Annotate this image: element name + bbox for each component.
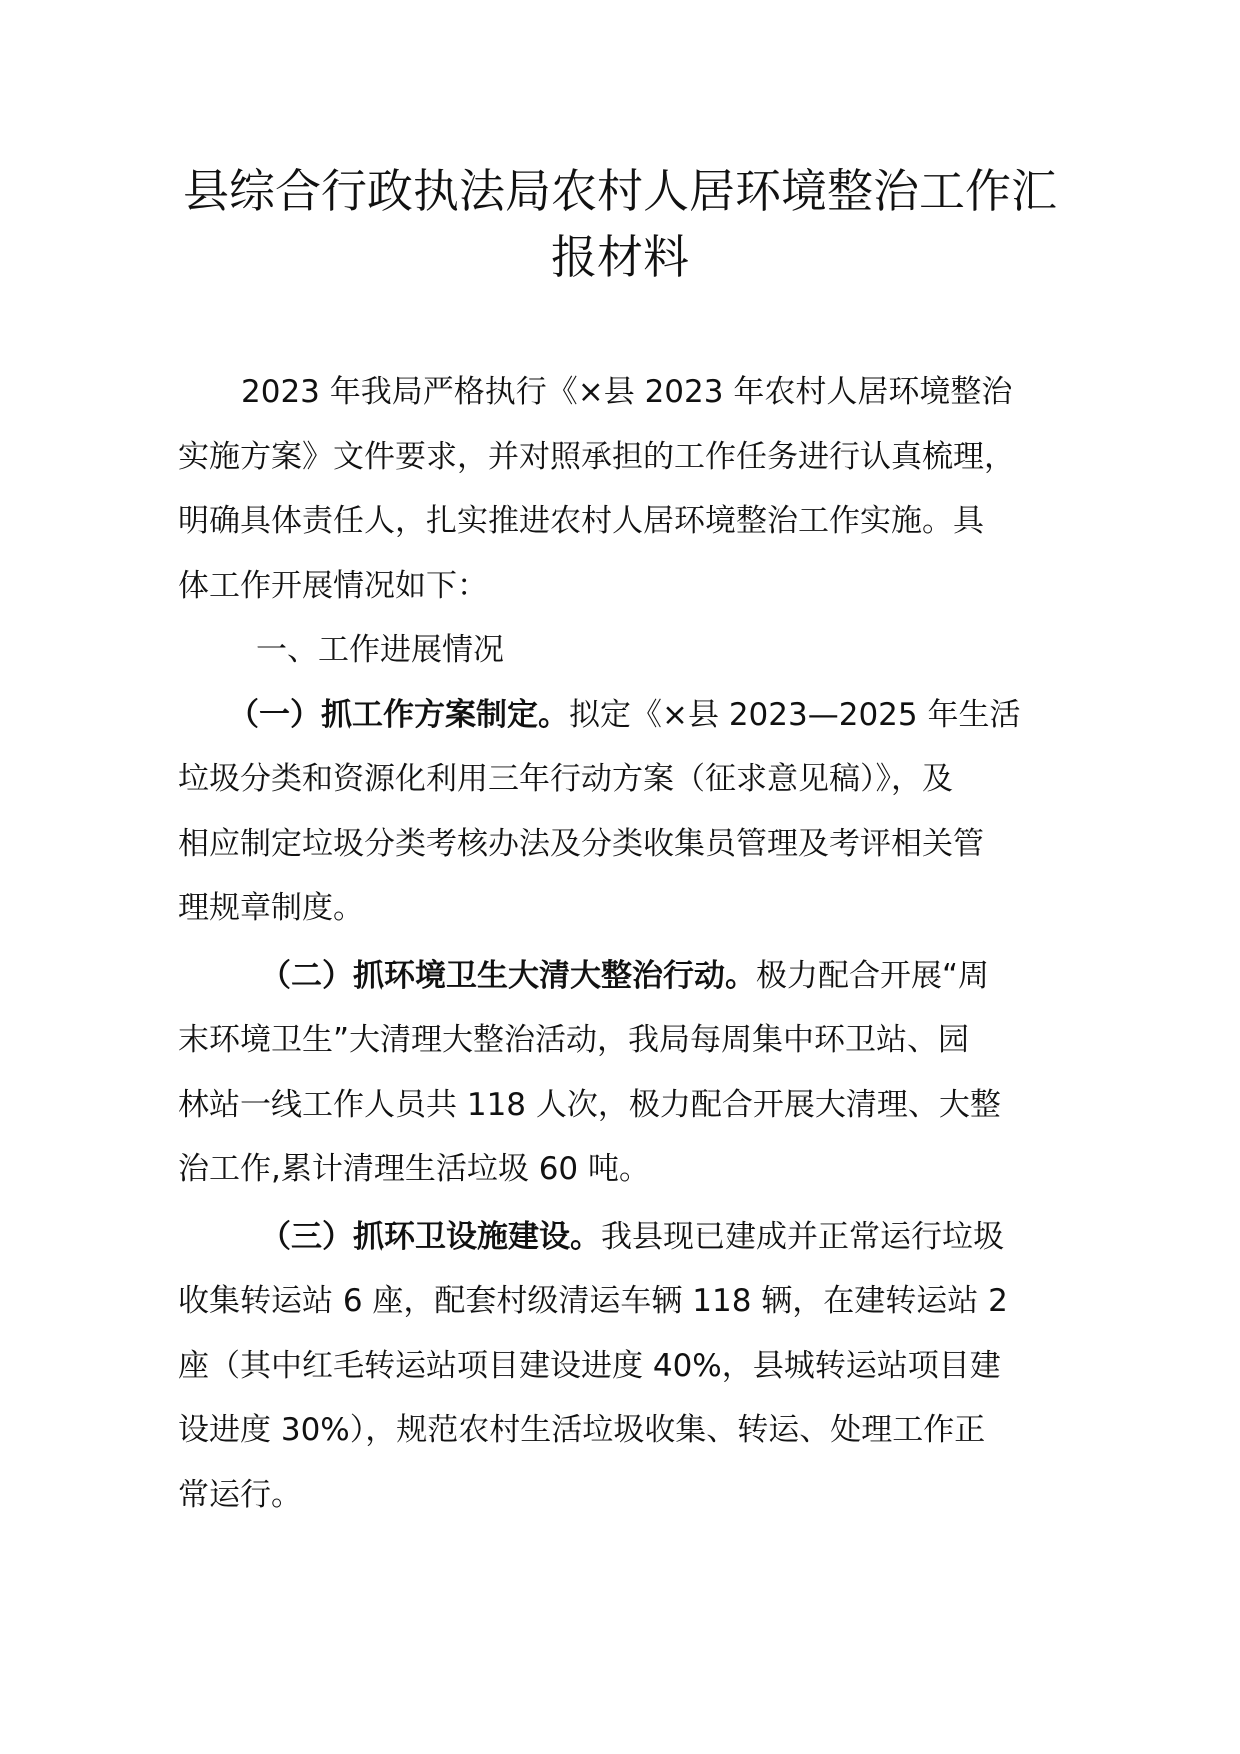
item-1-text-1: 拟定《×县 2023—2025 年生活 (569, 696, 1021, 733)
document-body (178, 360, 1078, 1527)
item-3-line-3: 座（其中红毛转运站项目建设进度 40%，县城转运站项目建 (178, 1347, 1001, 1384)
item-1-line-3: 相应制定垃圾分类考核办法及分类收集员管理及考评相关管 (178, 825, 984, 862)
intro-paragraph (178, 360, 1078, 618)
item-2-text-1: 极力配合开展“周 (756, 957, 990, 994)
intro-line-4: 体工作开展情况如下： (178, 567, 488, 604)
item-1-paragraph (178, 683, 1078, 941)
item-1-line-4: 理规章制度。 (178, 890, 364, 926)
item-3-line-5: 常运行。 (178, 1476, 302, 1513)
item-3-line-1 (178, 1205, 1078, 1270)
item-2-heading: （二）抓环境卫生大清大整治行动。 (260, 957, 756, 994)
item-1-heading: （一）抓工作方案制定。 (228, 696, 569, 733)
section-1-heading-paragraph (178, 618, 1078, 683)
item-1-line-1 (178, 683, 1078, 748)
item-3-line-2: 收集转运站 6 座，配套村级清运车辆 118 辆，在建转运站 2 (178, 1283, 1008, 1319)
item-2-line-2: 末环境卫生”大清理大整治活动，我局每周集中环卫站、园 (178, 1022, 970, 1058)
intro-line-3: 明确具体责任人，扎实推进农村人居环境整治工作实施。具 (178, 503, 984, 539)
title-line-2: 报材料 (551, 230, 689, 284)
item-2-line-4: 治工作,累计清理生活垃圾 60 吨。 (178, 1151, 651, 1187)
item-3-text-1: 我县现已建成并正常运行垃圾 (601, 1218, 1004, 1255)
item-2-line-3: 林站一线工作人员共 118 人次，极力配合开展大清理、大整 (178, 1086, 1001, 1123)
intro-line-2: 实施方案》文件要求，并对照承担的工作任务进行认真梳理， (178, 438, 1015, 475)
intro-line-1: 2023 年我局严格执行《×县 2023 年农村人居环境整治 (241, 374, 1013, 410)
item-2-line-1 (178, 944, 1078, 1009)
item-3-heading: （三）抓环卫设施建设。 (260, 1218, 601, 1255)
item-2-paragraph (178, 944, 1078, 1202)
document-title (170, 158, 1070, 290)
item-3-line-4: 设进度 30%），规范农村生活垃圾收集、转运、处理工作正 (178, 1412, 986, 1448)
item-3-paragraph (178, 1205, 1078, 1528)
title-line-1: 县综合行政执法局农村人居环境整治工作汇 (183, 164, 1057, 218)
section-1-heading: 一、工作进展情况 (256, 632, 504, 668)
item-1-line-2: 垃圾分类和资源化利用三年行动方案（征求意见稿）》，及 (178, 761, 953, 797)
